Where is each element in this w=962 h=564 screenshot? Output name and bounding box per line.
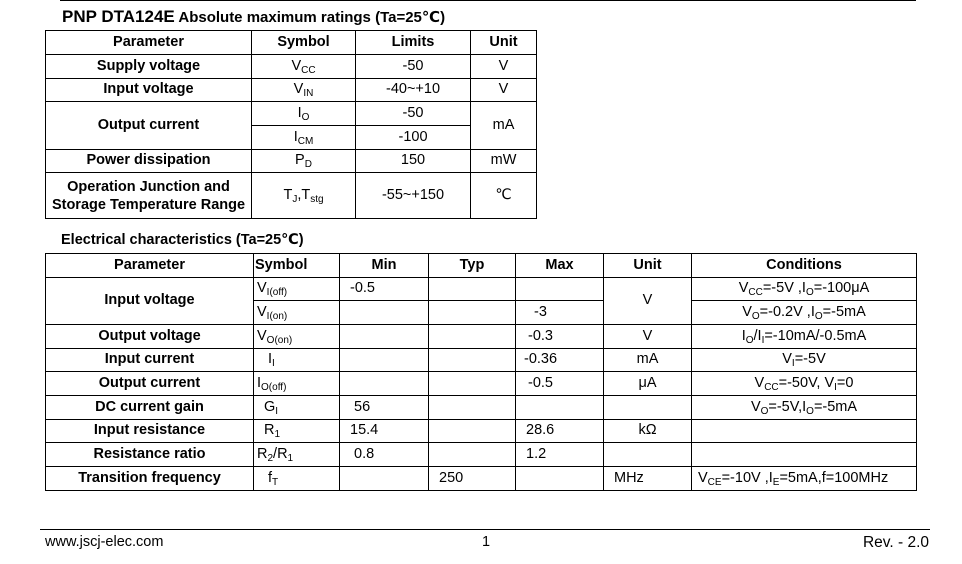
unit-cell: V [604, 278, 692, 325]
max-cell [516, 467, 604, 491]
min-cell: 0.8 [340, 443, 429, 467]
min-cell: -0.5 [340, 278, 429, 301]
table-row [46, 79, 537, 102]
conditions-cell [692, 443, 917, 467]
symbol-text: R [264, 422, 275, 439]
symbol-subscript: 1 [287, 452, 294, 464]
symbol-cell [254, 443, 340, 467]
conditions-cell [692, 301, 917, 325]
section-title: Electrical characteristics (Ta=25℃) [61, 232, 304, 248]
limit-cell: 150 [356, 150, 471, 173]
unit-cell: V [471, 79, 537, 102]
electrical-characteristics-table [45, 253, 917, 491]
header-symbol [254, 254, 340, 278]
symbol-subscript: O(off) [261, 381, 287, 393]
symbol-text: f [268, 469, 273, 486]
table-header-row [46, 254, 917, 278]
symbol-subscript: O(on) [266, 334, 293, 346]
conditions-cell [692, 372, 917, 396]
cond-subscript: E [772, 476, 780, 488]
min-cell [340, 325, 429, 349]
table-row [46, 102, 537, 126]
header-max: Max [516, 254, 604, 278]
unit-cell: mW [471, 150, 537, 173]
unit-cell [604, 443, 692, 467]
symbol-cell [252, 79, 356, 102]
cond-text: =-10V ,I [721, 469, 773, 486]
table-row [46, 372, 917, 396]
header-parameter: Parameter [46, 254, 254, 278]
cond-text: =-5mA [813, 398, 858, 415]
symbol-subscript: CM [297, 135, 314, 147]
symbol-subscript: stg [310, 193, 324, 205]
table-row [46, 420, 917, 443]
table-row [46, 173, 537, 219]
page-title [62, 7, 445, 27]
cond-subscript: O [814, 310, 823, 322]
symbol-cell [254, 396, 340, 420]
param-cell: Supply voltage [46, 55, 252, 79]
cond-text: /I [753, 327, 762, 344]
symbol-text: ,T [297, 186, 311, 203]
header-typ: Typ [429, 254, 516, 278]
min-cell: 56 [340, 396, 429, 420]
symbol-cell [254, 467, 340, 491]
typ-cell [429, 396, 516, 420]
unit-cell: mA [471, 102, 537, 150]
cond-text: =-0.2V ,I [759, 303, 815, 320]
max-cell: -0.36 [516, 349, 604, 372]
cond-text: V [698, 469, 708, 486]
table-row [46, 396, 917, 420]
cond-subscript: CC [748, 287, 763, 299]
footer-rule [40, 529, 930, 530]
typ-cell [429, 349, 516, 372]
table-row [46, 349, 917, 372]
max-cell [516, 278, 604, 301]
typ-cell [429, 443, 516, 467]
unit-cell [604, 396, 692, 420]
typ-cell [429, 278, 516, 301]
symbol-subscript: J [292, 193, 298, 205]
limit-cell: -55~+150 [356, 173, 471, 219]
header-parameter: Parameter [46, 31, 252, 55]
param-cell: Input voltage [46, 79, 252, 102]
param-cell [46, 173, 252, 219]
symbol-cell [254, 420, 340, 443]
limit-cell: -50 [356, 55, 471, 79]
cond-subscript: O [751, 310, 760, 322]
page-number: 1 [482, 534, 491, 550]
typ-cell [429, 325, 516, 349]
symbol-subscript: 2 [267, 452, 274, 464]
cond-subscript: O [806, 405, 814, 417]
unit-cell: V [604, 325, 692, 349]
symbol-text: I [257, 374, 262, 391]
limit-cell: -100 [356, 126, 471, 150]
unit-cell: kΩ [604, 420, 692, 443]
symbol-text: /R [273, 445, 288, 462]
symbol-subscript: IN [303, 88, 314, 100]
symbol-text: T [283, 186, 293, 203]
symbol-subscript: I [275, 405, 279, 417]
symbol-text: G [264, 398, 276, 415]
cond-text: V [782, 351, 792, 368]
conditions-cell [692, 396, 917, 420]
param-line-1: Operation Junction and [67, 178, 230, 195]
unit-cell: mA [604, 349, 692, 372]
symbol-cell [254, 325, 340, 349]
header-conditions: Conditions [692, 254, 917, 278]
symbol-text: V [257, 327, 267, 344]
min-cell [340, 301, 429, 325]
cond-subscript: I [791, 358, 795, 370]
cond-subscript: I [761, 334, 765, 346]
conditions-cell [692, 278, 917, 301]
param-cell: Transition frequency [46, 467, 254, 491]
symbol-subscript: CC [301, 64, 316, 76]
symbol-text: R [257, 445, 268, 462]
cond-text: I [741, 327, 746, 344]
min-cell [340, 349, 429, 372]
table-row [46, 325, 917, 349]
unit-cell: MHz [604, 467, 692, 491]
symbol-cell [252, 173, 356, 219]
cond-text: =-5mA [822, 303, 866, 320]
cond-text: V [754, 374, 765, 391]
table-row [46, 150, 537, 173]
symbol-cell [254, 349, 340, 372]
cond-text: V [750, 398, 761, 415]
typ-cell [429, 301, 516, 325]
header-unit: Unit [471, 31, 537, 55]
symbol-cell [254, 278, 340, 301]
max-cell [516, 396, 604, 420]
absolute-max-ratings-table [45, 30, 537, 219]
table-row [46, 55, 537, 79]
table-row [46, 467, 917, 491]
cond-text: =-5V ,I [762, 280, 806, 297]
max-cell: -3 [516, 301, 604, 325]
title-model: PNP DTA124E [62, 7, 175, 26]
cond-text: V [742, 303, 752, 320]
conditions-cell [692, 420, 917, 443]
param-cell: Output voltage [46, 325, 254, 349]
cond-subscript: O [760, 405, 769, 417]
symbol-text: V [257, 303, 267, 320]
header-symbol: Symbol [252, 31, 356, 55]
header-min: Min [340, 254, 429, 278]
symbol-subscript: T [272, 476, 279, 488]
cond-subscript: CC [764, 381, 779, 393]
param-cell: Output current [46, 102, 252, 150]
param-cell: Input voltage [46, 278, 254, 325]
cond-subscript: CE [707, 476, 722, 488]
header-symbol-text: Symbol [255, 256, 308, 273]
cond-text: =-10mA/-0.5mA [764, 327, 867, 344]
conditions-cell [692, 467, 917, 491]
symbol-subscript: I(off) [266, 287, 288, 299]
table-header-row [46, 31, 537, 55]
cond-subscript: O [745, 334, 754, 346]
cond-text: =-50V, V [778, 374, 835, 391]
param-cell: Power dissipation [46, 150, 252, 173]
header-unit: Unit [604, 254, 692, 278]
symbol-cell [254, 372, 340, 396]
param-cell: Input resistance [46, 420, 254, 443]
symbol-text: V [293, 81, 304, 98]
symbol-text: V [257, 280, 267, 297]
unit-cell: μA [604, 372, 692, 396]
param-cell: Output current [46, 372, 254, 396]
header-rule [60, 0, 916, 1]
symbol-text: V [291, 57, 302, 74]
typ-cell [429, 420, 516, 443]
param-cell: Resistance ratio [46, 443, 254, 467]
symbol-text: P [295, 152, 305, 169]
cond-text: V [738, 280, 749, 297]
symbol-subscript: O [301, 111, 310, 123]
param-cell: DC current gain [46, 396, 254, 420]
symbol-subscript: I [272, 358, 275, 370]
max-cell: -0.5 [516, 372, 604, 396]
param-cell: Input current [46, 349, 254, 372]
cond-text: =-5V,I [768, 398, 807, 415]
symbol-cell [252, 55, 356, 79]
symbol-subscript: 1 [274, 429, 281, 441]
cond-text: =-100μA [813, 280, 870, 297]
symbol-text: I [297, 104, 302, 121]
cond-text: =5mA,f=100MHz [779, 469, 889, 486]
typ-cell [429, 372, 516, 396]
unit-cell: V [471, 55, 537, 79]
symbol-cell [252, 126, 356, 150]
conditions-cell [692, 325, 917, 349]
symbol-text: I [268, 351, 273, 368]
limit-cell: -40~+10 [356, 79, 471, 102]
symbol-subscript: I(on) [266, 310, 288, 322]
revision: Rev. - 2.0 [862, 534, 929, 551]
max-cell: 1.2 [516, 443, 604, 467]
table-row [46, 278, 917, 301]
cond-subscript: I [834, 381, 837, 393]
symbol-cell [252, 150, 356, 173]
cond-subscript: O [805, 287, 814, 299]
symbol-cell [252, 102, 356, 126]
min-cell: 15.4 [340, 420, 429, 443]
symbol-cell [254, 301, 340, 325]
typ-cell: 250 [429, 467, 516, 491]
limit-cell: -50 [356, 102, 471, 126]
symbol-subscript: D [304, 159, 312, 171]
symbol-text: I [293, 128, 298, 145]
header-limits: Limits [356, 31, 471, 55]
cond-text: =0 [836, 374, 854, 391]
footer-url[interactable]: www.jscj-elec.com [45, 534, 164, 550]
min-cell [340, 467, 429, 491]
unit-cell: ℃ [471, 173, 537, 219]
conditions-cell [692, 349, 917, 372]
max-cell: -0.3 [516, 325, 604, 349]
cond-text: =-5V [794, 351, 826, 368]
max-cell: 28.6 [516, 420, 604, 443]
table-row [46, 443, 917, 467]
min-cell [340, 372, 429, 396]
param-line-2: Storage Temperature Range [51, 196, 246, 213]
title-text: Absolute maximum ratings (Ta=25℃) [174, 9, 446, 26]
